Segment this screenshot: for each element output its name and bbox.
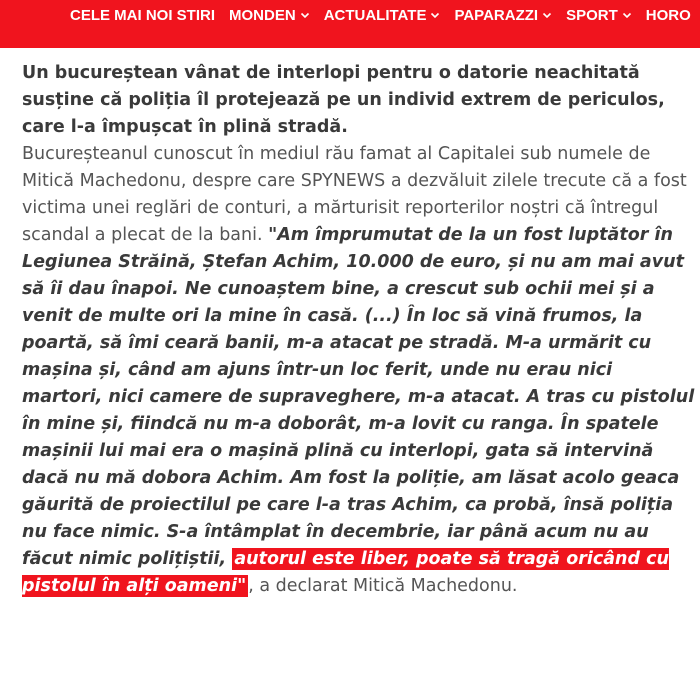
nav-item-horo[interactable]: [646, 7, 691, 24]
article-outro: , a declarat Mitică Machedonu.: [248, 576, 518, 596]
nav-item-label: MONDEN: [229, 6, 296, 24]
article-lead: Un bucureștean vânat de interlopi pentru o datorie neachitată susține că poliția îl protejează pe un individ extrem de periculos, care l-a împușcat în plină stradă.: [22, 63, 665, 137]
nav-item-label: SPORT: [566, 6, 618, 24]
highlighted-quote: autorul este liber, poate să tragă oricând cu pistolul în alți oameni": [22, 549, 669, 596]
article-quote: "Am împrumutat de la un fost luptător în Legiunea Străină, Ștefan Achim, 10.000 de euro, și nu am mai avut să îi dau înapoi. Ne cunoaștem bine, a crescut sub ochii mei și a venit de multe ori la mine în casă. (...) În loc să vină frumos, la poartă, să îmi ceară banii, m-a atacat pe stradă. M-a urmărit cu mașina și, când am ajuns într-un loc ferit, unde nu erau nici martori, nici camere de supraveghere, m-a atacat. A tras cu pistolul în mine și, fiindcă nu m-a doborât, m-a lovit cu ranga. În spatele mașinii lui mai era o mașină plină cu interlopi, gata să intervină dacă nu mă dobora Achim. Am fost la poliție, am lăsat acolo geaca găurită de proiectilul pe care l-a tras Achim, ca probă, însă poliția nu face nimic. S-a întâmplat în decembrie, iar până acum nu au făcut nimic polițiștii,: [22, 225, 695, 569]
nav-menu: [70, 0, 700, 30]
nav-item-actualitate[interactable]: [324, 7, 441, 24]
nav-item-sport[interactable]: [566, 7, 632, 24]
chevron-down-icon: [300, 10, 310, 20]
nav-item-label: HORO: [645, 6, 691, 24]
article-intro: Bucureșteanul cunoscut în mediul rău famat al Capitalei sub numele de Mitică Machedonu, despre care SPYNEWS a dezvăluit zilele trecute că a fost victima unei reglări de conturi, a mărturisit reporterilor noștri că întregul scandal a plecat de la bani.: [22, 144, 687, 245]
article-body: [22, 60, 698, 600]
nav-item-label: CELE MAI NOI STIRI: [70, 6, 216, 24]
nav-item-label: ACTUALITATE: [323, 6, 427, 24]
chevron-down-icon: [542, 10, 552, 20]
nav-item-cele-mai-noi-stiri[interactable]: [70, 7, 215, 24]
nav-item-label: PAPARAZZI: [454, 6, 539, 24]
article-paragraph: [22, 141, 698, 600]
top-navigation-bar: [0, 0, 700, 48]
nav-item-paparazzi[interactable]: [454, 7, 552, 24]
chevron-down-icon: [430, 10, 440, 20]
chevron-down-icon: [622, 10, 632, 20]
nav-item-monden[interactable]: [229, 7, 310, 24]
